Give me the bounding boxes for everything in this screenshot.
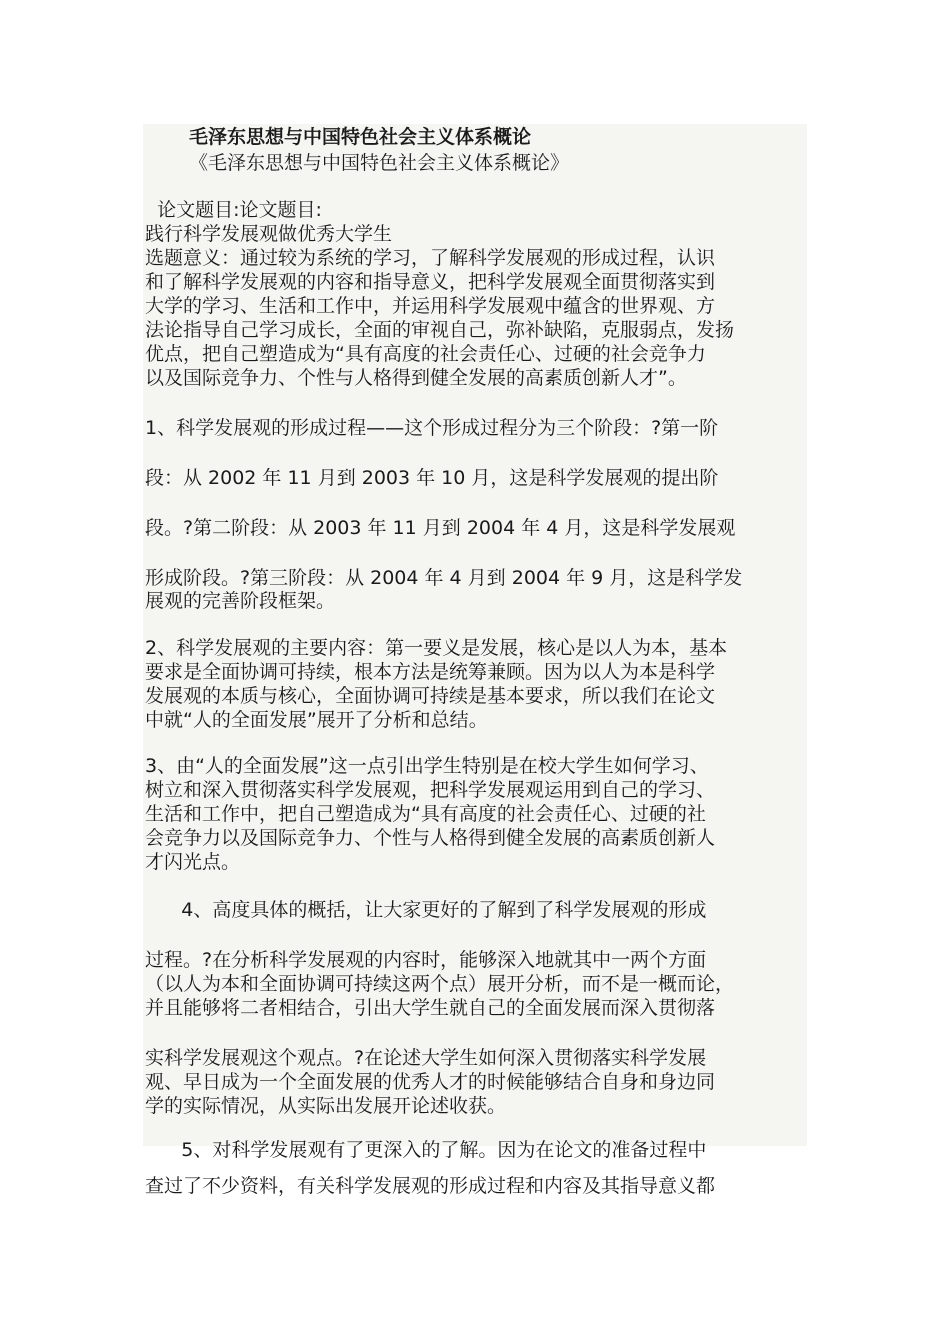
point-5-paragraph: [145, 1132, 825, 1204]
point-4-line: 4、高度具体的概括，让大家更好的了解到了科学发展观的形成: [145, 899, 707, 921]
point-5-line: 查过了不少资料，有关科学发展观的形成过程和内容及其指导意义都: [145, 1175, 716, 1197]
point-4-line: 过程。?在分析科学发展观的内容时，能够深入地就其中一两个方面: [145, 949, 707, 971]
document-subtitle: 《毛泽东思想与中国特色社会主义体系概论》: [189, 152, 570, 174]
point-2-line: 中就“人的全面发展”展开了分析和总结。: [145, 709, 488, 731]
significance-paragraph: [145, 246, 825, 390]
point-2-line: 2、科学发展观的主要内容：第一要义是发展，核心是以人为本，基本: [145, 637, 728, 659]
point-1-line: 段。?第二阶段：从 2003 年 11 月到 2004 年 4 月，这是科学发展观: [145, 517, 736, 539]
point-1-paragraph: [145, 403, 825, 613]
point-2-line: 要求是全面协调可持续，根本方法是统筹兼顾。因为以人为本是科学: [145, 661, 716, 683]
point-3-line: 会竞争力以及国际竞争力、个性与人格得到健全发展的高素质创新人: [145, 827, 716, 849]
point-3-line: 生活和工作中，把自己塑造成为“具有高度的社会责任心、过硬的社: [145, 803, 706, 825]
significance-line: 法论指导自己学习成长，全面的审视自己，弥补缺陷，克服弱点，发扬: [145, 319, 735, 341]
significance-line: 和了解科学发展观的内容和指导意义，把科学发展观全面贯彻落实到: [145, 271, 716, 293]
document-body: [145, 124, 825, 1204]
significance-line: 大学的学习、生活和工作中，并运用科学发展观中蕴含的世界观、方: [145, 295, 716, 317]
point-1-line: 段：从 2002 年 11 月到 2003 年 10 月，这是科学发展观的提出阶: [145, 467, 719, 489]
point-4-line: 实科学发展观这个观点。?在论述大学生如何深入贯彻落实科学发展: [145, 1047, 707, 1069]
point-3-line: 树立和深入贯彻落实科学发展观，把科学发展观运用到自己的学习、: [145, 779, 716, 801]
point-3-line: 才闪光点。: [145, 851, 241, 873]
point-4-line: （以人为本和全面协调可持续这两个点）展开分析，而不是一概而论，: [145, 973, 735, 995]
point-1-line: 1、科学发展观的形成过程——这个形成过程分为三个阶段：?第一阶: [145, 417, 719, 439]
point-3-paragraph: [145, 754, 825, 874]
document-title: 毛泽东思想与中国特色社会主义体系概论: [189, 126, 532, 148]
point-4-paragraph: [145, 898, 825, 1118]
point-1-line: 形成阶段。?第三阶段：从 2004 年 4 月到 2004 年 9 月，这是科学发: [145, 567, 743, 589]
significance-line: 以及国际竞争力、个性与人格得到健全发展的高素质创新人才”。: [145, 367, 687, 389]
point-1-line: 展观的完善阶段框架。: [145, 590, 336, 612]
topic-text: 践行科学发展观做优秀大学生: [145, 223, 393, 245]
point-2-line: 发展观的本质与核心，全面协调可持续是基本要求，所以我们在论文: [145, 685, 716, 707]
point-5-line: 5、对科学发展观有了更深入的了解。因为在论文的准备过程中: [145, 1139, 707, 1161]
significance-line: 优点，把自己塑造成为“具有高度的社会责任心、过硬的社会竞争力: [145, 343, 706, 365]
point-4-line: 观、早日成为一个全面发展的优秀人才的时候能够结合自身和身边同: [145, 1071, 716, 1093]
significance-line: 选题意义：通过较为系统的学习，了解科学发展观的形成过程，认识: [145, 247, 716, 269]
point-4-line: 学的实际情况，从实际出发展开论述收获。: [145, 1095, 507, 1117]
point-4-line: 并且能够将二者相结合，引出大学生就自己的全面发展而深入贯彻落: [145, 997, 716, 1019]
point-3-line: 3、由“人的全面发展”这一点引出学生特别是在校大学生如何学习、: [145, 755, 709, 777]
point-2-paragraph: [145, 636, 825, 732]
topic-label: 论文题目:论文题目:: [145, 199, 322, 221]
